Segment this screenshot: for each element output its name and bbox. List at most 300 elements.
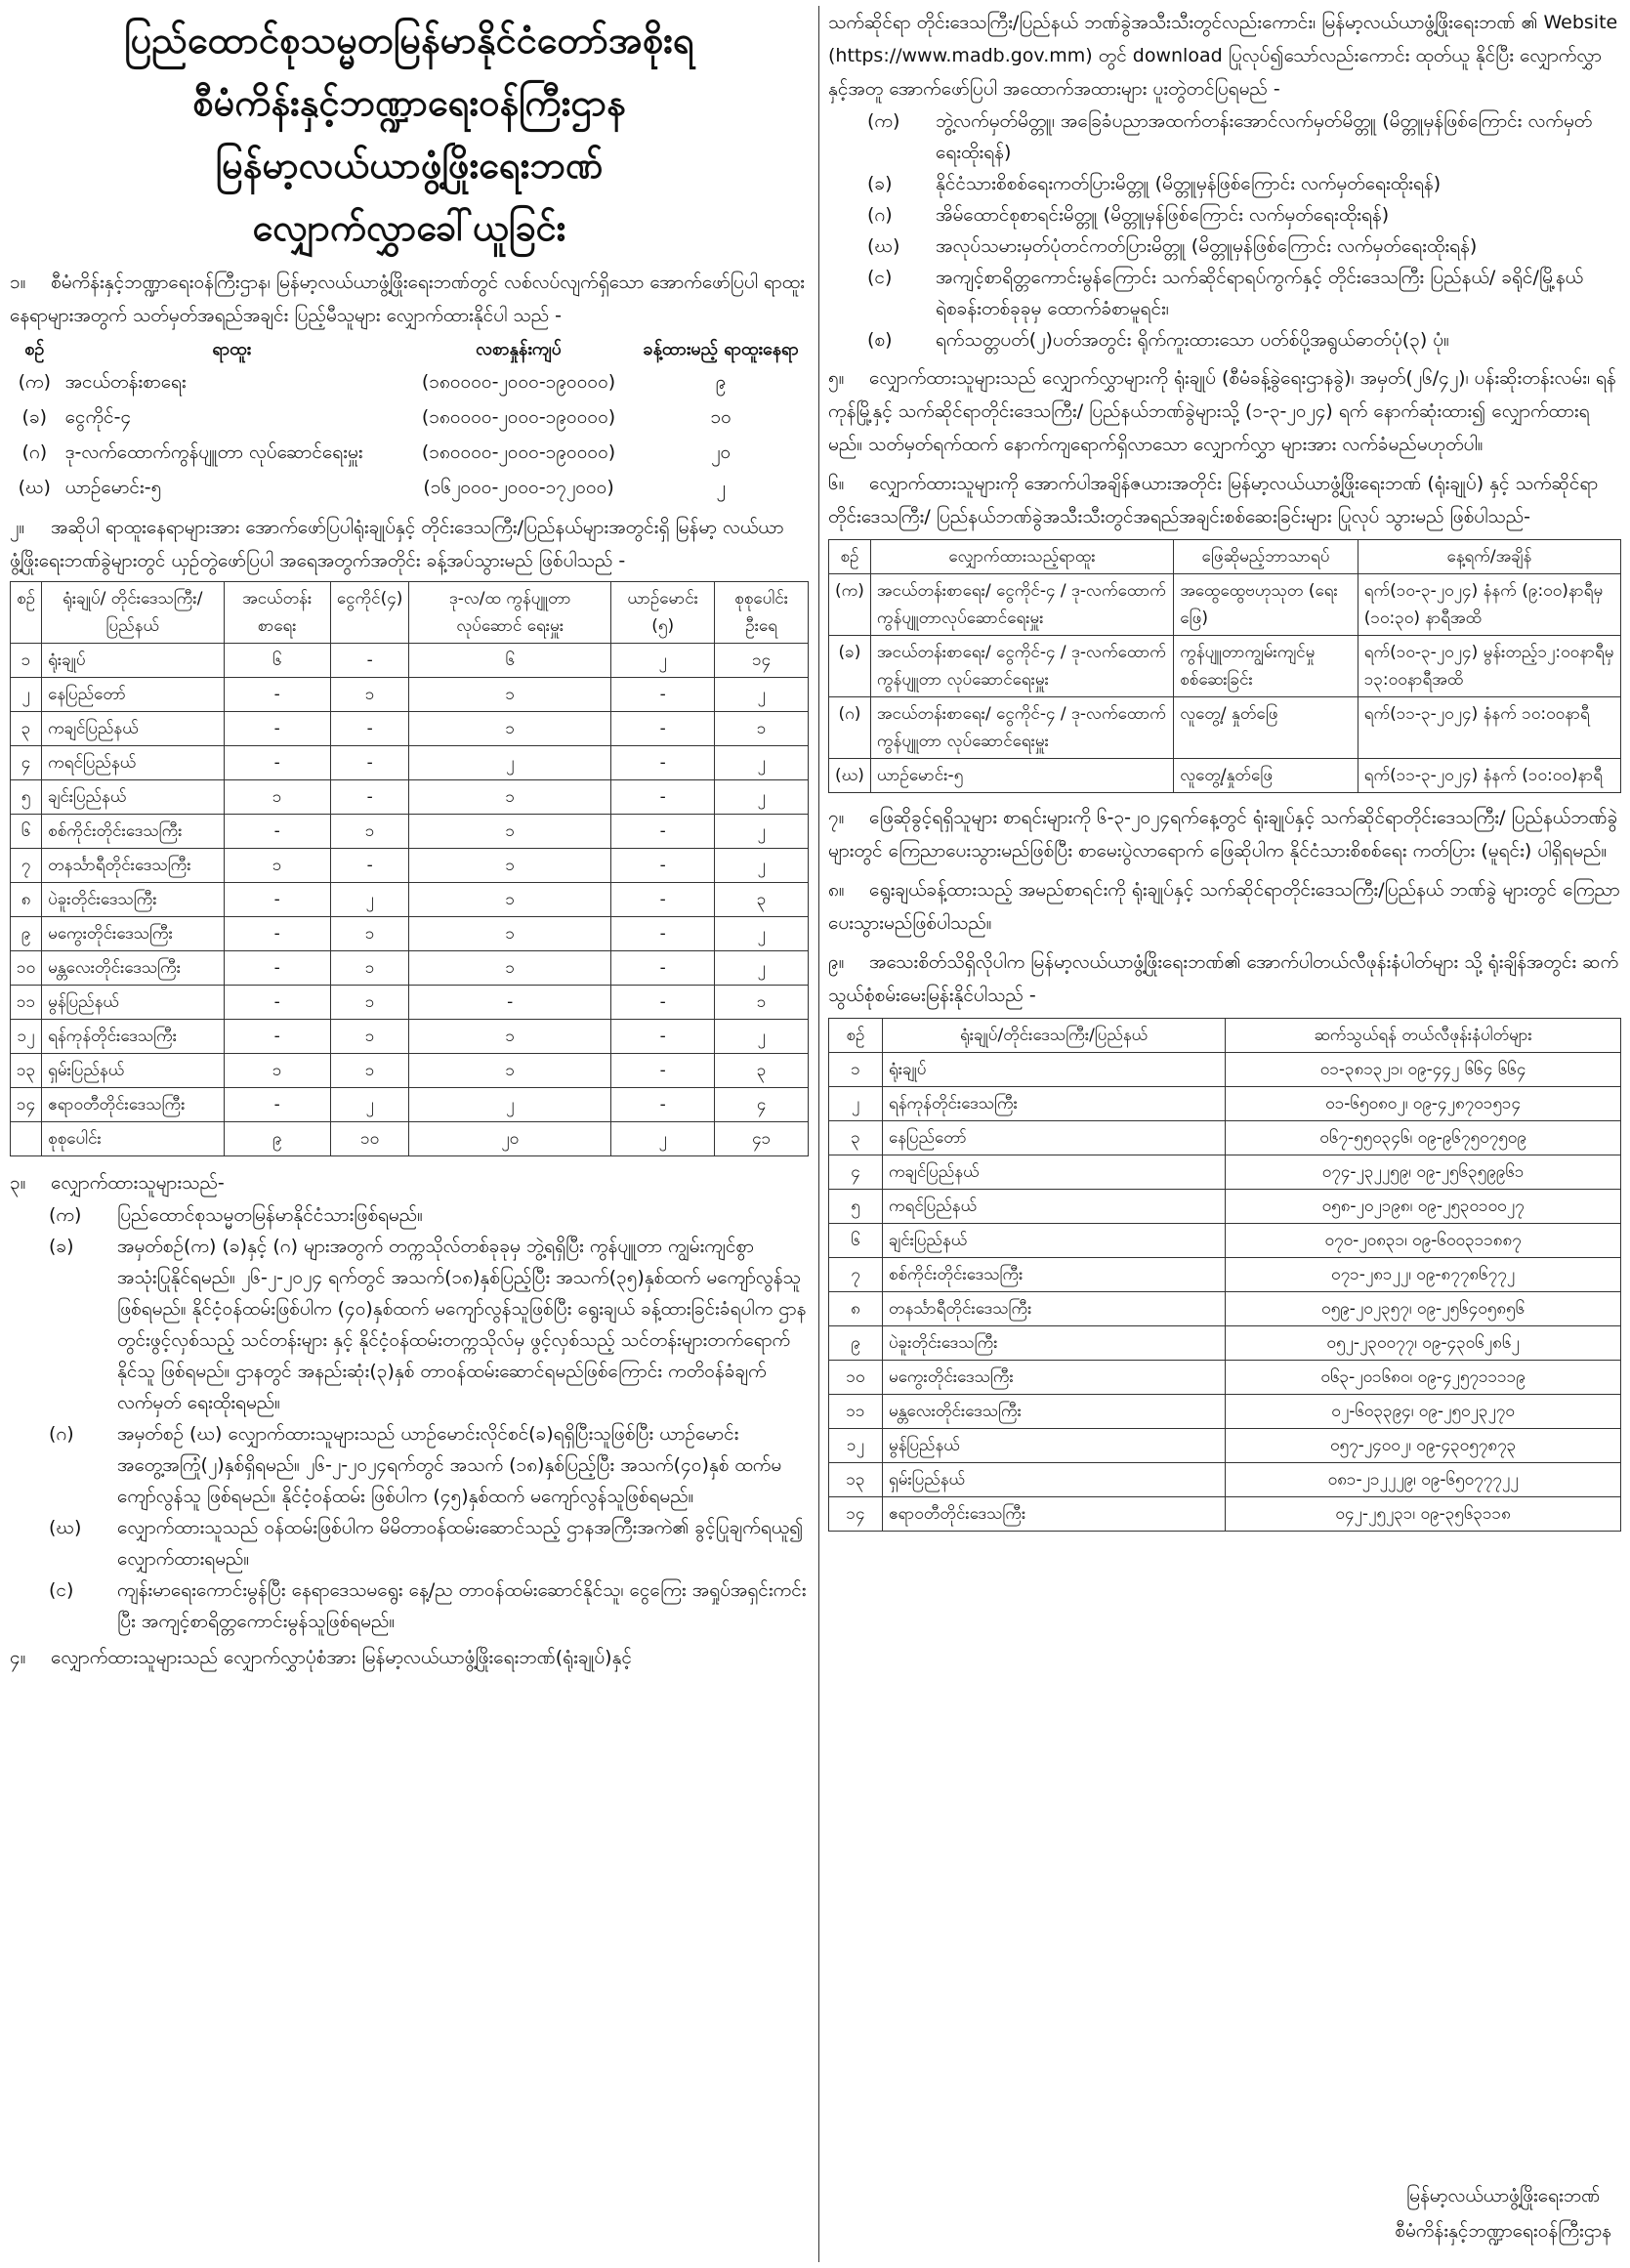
table-cell: ၁၀: [11, 951, 42, 986]
table-cell: (က): [18, 371, 52, 393]
contact-table: [828, 1018, 1621, 1532]
total-row: [11, 1122, 809, 1156]
table-cell: (ခ): [829, 636, 871, 697]
item-text: လျှောက်ထားသူသည် ဝန်ထမ်းဖြစ်ပါက မိမိတာဝန်ထမ်းဆောင်သည့် ဌာနအကြီးအကဲ၏ ခွင့်ပြုချက်ရယူ၍ လျှောက်ထားရမည်။: [117, 1517, 804, 1570]
column-divider: [818, 6, 819, 2262]
section-2-number: ၂။: [10, 517, 25, 538]
allocation-row: [11, 849, 809, 883]
table-cell: -: [611, 678, 715, 712]
section-3-intro: ၃။ လျှောက်ထားသူများသည်-: [10, 1166, 809, 1199]
contact-row: [829, 1224, 1621, 1258]
table-cell: -: [224, 951, 330, 986]
table-cell: မကွေးတိုင်းဒေသကြီး: [882, 1361, 1225, 1395]
table-cell: အထွေထွေဗဟုသုတ (ရေးဖြေ): [1174, 574, 1358, 636]
table-cell: (၁၈၀၀၀၀-၂၀၀၀-၁၉၀၀၀၀): [421, 441, 616, 463]
section-9-text: ၉။ အသေးစိတ်သိရှိလိုပါက မြန်မာ့လယ်ယာဖွံ့ဖြိုးရေးဘဏ်၏ အောက်ပါတယ်လီဖုန်းနံပါတ်များ သို့ ရုံးချိန်အတွင်း ဆက်သွယ်စုံစမ်းမေးမြန်းနိုင်ပါသည် -: [828, 945, 1621, 1012]
exam-row: [829, 636, 1621, 697]
table-cell: ၄: [11, 746, 42, 780]
table-cell: ၂: [715, 780, 809, 815]
table-cell: ၁: [409, 849, 611, 883]
table-cell: -: [611, 1088, 715, 1122]
table-cell: (၁၈၀၀၀၀-၂၀၀၀-၁၉၀၀၀၀): [421, 406, 616, 428]
table-cell: စစ်ကိုင်းတိုင်းဒေသကြီး: [882, 1258, 1225, 1292]
table-cell: ၂: [409, 1088, 611, 1122]
contact-row: [829, 1395, 1621, 1429]
table-cell: ၁: [330, 917, 409, 951]
requirement-item: [10, 1199, 809, 1231]
table-cell: ၂၀: [409, 1122, 611, 1156]
column-header: လျှောက်ထားသည့်ရာထူး: [870, 540, 1173, 574]
column-header: လစာနှုန်းကျပ်: [476, 339, 562, 359]
exam-row: [829, 759, 1621, 793]
table-cell: ယာဉ်မောင်း-၅: [870, 759, 1173, 793]
position-row: [10, 364, 809, 399]
signoff-line-1: မြန်မာ့လယ်ယာဖွံ့ဖြိုးရေးဘဏ်: [1405, 2185, 1601, 2206]
table-cell: ၂: [409, 746, 611, 780]
allocation-row: [11, 1020, 809, 1054]
contact-row: [829, 1497, 1621, 1532]
table-cell: မန္တလေးတိုင်းဒေသကြီး: [882, 1395, 1225, 1429]
item-text: ရက်သတ္တပတ်(၂)ပတ်အတွင်း ရိုက်ကူးထားသော ပတ်စ်ပို့အရွယ်ဓာတ်ပုံ(၃) ပုံ။: [936, 329, 1449, 351]
table-cell: ၁၄: [829, 1497, 883, 1532]
table-cell: ၁၀: [710, 406, 731, 428]
table-cell: ၁: [715, 712, 809, 746]
document-item: [828, 199, 1621, 231]
table-cell: ၁: [224, 780, 330, 815]
allocation-row: [11, 951, 809, 986]
table-cell: -: [611, 917, 715, 951]
table-cell: ၃: [715, 883, 809, 917]
table-cell: ၁၁: [11, 986, 42, 1020]
table-cell: -: [224, 1020, 330, 1054]
table-cell: ၂: [611, 644, 715, 678]
table-cell: ၀၂-၆၀၃၃၉၄၊ ၀၉-၂၅၀၂၃၂၇၀: [1226, 1395, 1621, 1429]
right-column: [828, 6, 1621, 2262]
item-text: ဘွဲ့လက်မှတ်မိတ္တူ၊ အခြေခံပညာအထက်တန်းအောင်လက်မှတ်မိတ္တူ (မိတ္တူမှန်ဖြစ်ကြောင်း လက်မှတ်ရေးထိုးရန်): [936, 110, 1593, 163]
table-cell: ၁: [409, 815, 611, 849]
contact-row: [829, 1326, 1621, 1361]
table-cell: ၂: [330, 883, 409, 917]
table-cell: ၀၅၉-၂၀၂၃၅၇၊ ၀၉-၂၅၆၄၀၅၈၅၆: [1226, 1292, 1621, 1326]
table-cell: -: [330, 712, 409, 746]
table-cell: -: [611, 712, 715, 746]
table-cell: ပဲခူးတိုင်းဒေသကြီး: [882, 1326, 1225, 1361]
table-cell: ချင်းပြည်နယ်: [882, 1224, 1225, 1258]
position-row: [10, 435, 809, 470]
table-cell: ကရင်ပြည်နယ်: [882, 1190, 1225, 1224]
header: [10, 12, 809, 266]
table-cell: -: [224, 746, 330, 780]
table-cell: ၂: [716, 477, 726, 498]
table-cell: ၂: [715, 1020, 809, 1054]
contact-row: [829, 1429, 1621, 1463]
column-header: ရုံးချုပ်/ တိုင်းဒေသကြီး/ ပြည်နယ်: [42, 582, 224, 644]
item-label: (က): [49, 1204, 82, 1226]
table-cell: ၅: [829, 1190, 883, 1224]
table-cell: ၀၁-၆၅၀၈၀၂၊ ၀၉-၄၂၈၇၀၁၅၁၄: [1226, 1087, 1621, 1121]
item-text: အကျင့်စာရိတ္တကောင်းမွန်ကြောင်း သက်ဆိုင်ရာရပ်ကွက်နှင့် တိုင်းဒေသကြီး ပြည်နယ်/ ခရိုင်/မြို့နယ် ရဲစခန်းတစ်ခုခုမှ ထောက်ခံစာမူရင်း၊: [936, 267, 1584, 319]
document-item: [828, 231, 1621, 262]
table-cell: ၂: [715, 746, 809, 780]
table-cell: -: [611, 1054, 715, 1088]
table-cell: ဧရာဝတီတိုင်းဒေသကြီး: [42, 1088, 224, 1122]
table-cell: အငယ်တန်းစာရေး: [64, 371, 187, 393]
section-1-text: ၁။ စီမံကိန်းနှင့်ဘဏ္ဍာရေးဝန်ကြီးဌာန၊ မြန်မာ့လယ်ယာဖွံ့ဖြိုးရေးဘဏ်တွင် လစ်လပ်လျက်ရှိသော အောက်ဖော်ပြပါ ရာထူးနေရာများအတွက် သတ်မှတ်အရည်အချင်း ပြည့်မီသူများ လျှောက်ထားနိုင်ပါ သည် -: [10, 266, 809, 332]
table-cell: ရုံးချုပ်: [882, 1053, 1225, 1087]
table-cell: ၀၄၂-၂၅၂၃၁၊ ၀၉-၃၅၆၃၁၁၈: [1226, 1497, 1621, 1532]
header-line-4: လျှောက်လွှာခေါ်ယူခြင်း: [252, 206, 566, 249]
table-cell: ၁: [330, 1020, 409, 1054]
table-cell: တနင်္သာရီတိုင်းဒေသကြီး: [882, 1292, 1225, 1326]
column-header: စဉ်: [829, 540, 871, 574]
table-cell: ဧရာဝတီတိုင်းဒေသကြီး: [882, 1497, 1225, 1532]
table-cell: ၁၄: [11, 1088, 42, 1122]
section-5-number: ၅။: [828, 367, 845, 389]
section-7-number: ၇။: [828, 807, 845, 828]
table-cell: ၀၁-၃၈၁၃၂၁၊ ၀၉-၄၄၂ ၆၆၄ ၆၆၄: [1226, 1053, 1621, 1087]
section-4-start: ၄။ လျှောက်ထားသူများသည် လျှောက်လွှာပုံစံအား မြန်မာ့လယ်ယာဖွံ့ဖြိုးရေးဘဏ်(ရုံးချုပ်)နှင့်: [10, 1641, 809, 1674]
table-cell: ရှမ်းပြည်နယ်: [42, 1054, 224, 1088]
table-cell: -: [330, 746, 409, 780]
table-cell: ၁: [330, 1054, 409, 1088]
table-cell: မွန်ပြည်နယ်: [882, 1429, 1225, 1463]
table-cell: ၈: [829, 1292, 883, 1326]
column-header: ခန့်ထားမည့် ရာထူးနေရာ: [643, 339, 799, 359]
column-header: စဉ်: [24, 339, 45, 359]
position-row: [10, 399, 809, 435]
allocation-row: [11, 712, 809, 746]
table-cell: ၁: [409, 1020, 611, 1054]
item-label: (ဂ): [49, 1423, 74, 1445]
table-cell: ၁: [330, 815, 409, 849]
allocation-row: [11, 1054, 809, 1088]
table-cell: ၀၅၇-၂၄၀၀၂၊ ၀၉-၄၃၀၅၇၈၇၃: [1226, 1429, 1621, 1463]
table-cell: ၀၇၁-၂၈၁၂၂၊ ၀၉-၈၇၇၈၆၇၇၂: [1226, 1258, 1621, 1292]
table-cell: ၆: [409, 644, 611, 678]
table-cell: -: [224, 883, 330, 917]
allocation-row: [11, 815, 809, 849]
table-cell: ၀၅၂-၂၃၀၀၇၇၊ ၀၉-၄၃၀၆၂၈၆၂: [1226, 1326, 1621, 1361]
section-4-items: [828, 105, 1621, 356]
table-cell: -: [330, 644, 409, 678]
table-cell: ရက်(၁၁-၃-၂၀၂၄) နံနက် (၁၀:၀၀)နာရီ: [1358, 759, 1620, 793]
table-cell: ၁: [409, 883, 611, 917]
item-label: (ခ): [49, 1236, 74, 1257]
table-cell: ၁: [11, 644, 42, 678]
section-8-text: ၈။ ရွေးချယ်ခန့်ထားသည့် အမည်စာရင်းကို ရုံးချုပ်နှင့် သက်ဆိုင်ရာတိုင်းဒေသကြီး/ပြည်နယ် ဘဏ်ခွဲ များတွင် ကြေညာပေးသွားမည်ဖြစ်ပါသည်။: [828, 873, 1621, 940]
table-cell: -: [611, 849, 715, 883]
table-cell: -: [409, 986, 611, 1020]
section-8-number: ၈။: [828, 879, 845, 901]
table-cell: ၀၇၄-၂၃၂၂၅၉၊ ၀၉-၂၅၆၃၅၉၉၆၁: [1226, 1155, 1621, 1190]
table-cell: ၄: [715, 1088, 809, 1122]
contact-row: [829, 1463, 1621, 1497]
column-header: ငွေကိုင်(၄): [330, 582, 409, 644]
table-cell: -: [611, 746, 715, 780]
left-column: [10, 6, 809, 2262]
exam-row: [829, 697, 1621, 759]
table-cell: ၁၂: [11, 1020, 42, 1054]
section-3-number: ၃။: [10, 1172, 26, 1194]
signoff-line-2: စီမံကိန်းနှင့်ဘဏ္ဍာရေးဝန်ကြီးဌာန: [1395, 2220, 1611, 2242]
table-cell: (၁၈၀၀၀၀-၂၀၀၀-၁၉၀၀၀၀): [421, 371, 616, 393]
item-label: (ခ): [867, 173, 893, 194]
table-cell: (ဃ): [18, 477, 51, 498]
contact-row: [829, 1258, 1621, 1292]
column-header: ရုံးချုပ်/တိုင်းဒေသကြီး/ပြည်နယ်: [882, 1019, 1225, 1053]
table-cell: ၂: [611, 1122, 715, 1156]
table-cell: -: [224, 815, 330, 849]
exam-schedule-table: [828, 539, 1621, 793]
table-cell: ၁၀: [330, 1122, 409, 1156]
table-cell: ကချင်ပြည်နယ်: [882, 1155, 1225, 1190]
table-cell: ၅: [11, 780, 42, 815]
table-cell: ၉: [715, 371, 727, 393]
table-cell: ၇: [11, 849, 42, 883]
item-text: အမှတ်စဉ် (ဃ) လျှောက်ထားသူများသည် ယာဉ်မောင်းလိုင်စင်(ခ)ရရှိပြီးသူဖြစ်ပြီး ယာဉ်မောင်း အတွေ့အကြုံ(၂)နှစ်ရှိရမည်။ ၂၆-၂-၂၀၂၄ရက်တွင် အသက် (၁၈)နှစ်ပြည့်ပြီး အသက်(၄၀)နှစ် ထက်မကျော်လွန်သူ ဖြစ်ရမည်။ နိုင်ငံ့ဝန်ထမ်း ဖြစ်ပါက (၄၅)နှစ်ထက် မကျော်လွန်သူဖြစ်ရမည်။: [117, 1423, 782, 1507]
table-cell: (ဃ): [829, 759, 871, 793]
table-cell: ၂: [829, 1087, 883, 1121]
requirement-item: [10, 1512, 809, 1575]
table-cell: ၂: [715, 815, 809, 849]
requirement-item: [10, 1575, 809, 1637]
table-cell: -: [611, 883, 715, 917]
signoff: [1395, 2178, 1611, 2248]
table-cell: ၁: [330, 986, 409, 1020]
table-cell: ကချင်ပြည်နယ်: [42, 712, 224, 746]
item-text: အိမ်ထောင်စုစာရင်းမိတ္တူ (မိတ္တူမှန်ဖြစ်ကြောင်း လက်မှတ်ရေးထိုးရန်): [936, 204, 1390, 226]
table-cell: (က): [829, 574, 871, 636]
table-cell: -: [611, 780, 715, 815]
column-header: နေ့ရက်/အချိန်: [1358, 540, 1620, 574]
table-cell: ၃: [829, 1121, 883, 1155]
table-cell: ၀၇၀-၂၀၈၃၁၊ ၀၉-၆၀၀၃၁၁၈၈၇: [1226, 1224, 1621, 1258]
table-cell: ၆: [11, 815, 42, 849]
allocation-row: [11, 678, 809, 712]
column-header: ဆက်သွယ်ရန် တယ်လီဖုန်းနံပါတ်များ: [1226, 1019, 1621, 1053]
contact-row: [829, 1292, 1621, 1326]
allocation-row: [11, 644, 809, 678]
table-cell: ၁: [330, 951, 409, 986]
allocation-row: [11, 883, 809, 917]
table-cell: ပဲခူးတိုင်းဒေသကြီး: [42, 883, 224, 917]
exam-row: [829, 574, 1621, 636]
allocation-row: [11, 780, 809, 815]
table-cell: နေပြည်တော်: [882, 1121, 1225, 1155]
table-cell: ၉: [224, 1122, 330, 1156]
table-cell: ၂: [715, 678, 809, 712]
table-cell: -: [224, 712, 330, 746]
table-cell: ငွေကိုင်-၄: [64, 406, 132, 428]
contact-row: [829, 1053, 1621, 1087]
table-cell: တနင်္သာရီတိုင်းဒေသကြီး: [42, 849, 224, 883]
table-cell: ၁: [409, 712, 611, 746]
item-text: ပြည်ထောင်စုသမ္မတမြန်မာနိုင်ငံသားဖြစ်ရမည်။: [117, 1204, 423, 1226]
table-cell: ၁: [715, 986, 809, 1020]
table-cell: ၁: [330, 678, 409, 712]
item-text: အမှတ်စဉ်(က) (ခ)နှင့် (ဂ) များအတွက် တက္ကသိုလ်တစ်ခုခုမှ ဘွဲ့ရရှိပြီး ကွန်ပျူတာ ကျွမ်းကျင်စွာ အသုံးပြုနိုင်ရမည်။ ၂၆-၂-၂၀၂၄ ရက်တွင် အသက်(၁၈)နှစ်ပြည့်ပြီး အသက်(၃၅)နှစ်ထက် မကျော်လွန်သူဖြစ်ရမည်။ နိုင်ငံ့ဝန်ထမ်းဖြစ်ပါက (၄၀)နှစ်ထက် မကျော်လွန်သူဖြစ်ပြီး ရွေးချယ် ခန့်ထားခြင်းခံရပါက ဌာနတွင်းဖွင့်လှစ်သည့် သင်တန်းများ နှင့် နိုင်ငံ့ဝန်ထမ်းတက္ကသိုလ်မှ ဖွင့်လှစ်သည့် သင်တန်းများတက်ရောက်နိုင်သူ ဖြစ်ရမည်။ ဌာနတွင် အနည်းဆုံး(၃)နှစ် တာဝန်ထမ်းဆောင်ရမည်ဖြစ်ကြောင်း ကတိဝန်ခံချက်လက်မှတ် ရေးထိုးရမည်။: [117, 1236, 807, 1413]
table-cell: ၁: [409, 951, 611, 986]
table-cell: ၂: [715, 951, 809, 986]
contact-row: [829, 1190, 1621, 1224]
contact-row: [829, 1121, 1621, 1155]
item-text: နိုင်ငံသားစိစစ်ရေးကတ်ပြားမိတ္တူ (မိတ္တူမှန်ဖြစ်ကြောင်း လက်မှတ်ရေးထိုးရန်): [936, 173, 1442, 194]
header-line-3: မြန်မာ့လယ်ယာဖွံ့ဖြိုးရေးဘဏ်: [215, 144, 604, 187]
table-cell: စုစုပေါင်း: [42, 1122, 224, 1156]
table-cell: ရုံးချုပ်: [42, 644, 224, 678]
item-text: ကျန်းမာရေးကောင်းမွန်ပြီး နေရာဒေသမရွေး နေ့/ည တာဝန်ထမ်းဆောင်နိုင်သူ၊ ငွေကြေး အရှုပ်အရှင်းကင်းပြီး အကျင့်စာရိတ္တကောင်းမွန်သူဖြစ်ရမည်။: [117, 1579, 807, 1632]
table-cell: အငယ်တန်းစာရေး/ ငွေကိုင်-၄ / ဒု-လက်ထောက် ကွန်ပျူတာလုပ်ဆောင်ရေးမှူး: [870, 574, 1173, 636]
item-label: (င): [867, 267, 893, 288]
section-4-number: ၄။: [10, 1647, 26, 1668]
table-cell: ၁၂: [829, 1429, 883, 1463]
table-cell: မကွေးတိုင်းဒေသကြီး: [42, 917, 224, 951]
table-cell: ၈: [11, 883, 42, 917]
table-cell: ကွန်ပျူတာကျွမ်းကျင်မှု စစ်ဆေးခြင်း: [1174, 636, 1358, 697]
positions-table: [10, 336, 809, 505]
table-cell: (ခ): [21, 406, 48, 428]
item-text: အလုပ်သမားမှတ်ပုံတင်ကတ်ပြားမိတ္တူ (မိတ္တူမှန်ဖြစ်ကြောင်း လက်မှတ်ရေးထိုးရန်): [936, 235, 1478, 257]
table-cell: ၄၁: [715, 1122, 809, 1156]
table-cell: ၁: [409, 1054, 611, 1088]
section-7-text: ၇။ ဖြေဆိုခွင့်ရရှိသူများ စာရင်းများကို ၆-၃-၂၀၂၄ရက်နေ့တွင် ရုံးချုပ်နှင့် သက်ဆိုင်ရာတိုင်းဒေသကြီး/ ပြည်နယ်ဘဏ်ခွဲများတွင် ကြေညာပေးသွားမည်ဖြစ်ပြီး စာမေးပွဲလာရောက် ဖြေဆိုပါက နိုင်ငံသားစိစစ်ရေး ကတ်ပြား (မူရင်း) ပါရှိရမည်။: [828, 801, 1621, 867]
column-header: စုစုပေါင်း ဦးရေ: [715, 582, 809, 644]
column-header: ဖြေဆိုမည့်ဘာသာရပ်: [1174, 540, 1358, 574]
table-cell: ၃: [11, 712, 42, 746]
table-cell: -: [224, 1088, 330, 1122]
table-cell: ၀၆၇-၅၅၀၃၄၆၊ ၀၉-၉၆၇၅၀၇၅၀၉: [1226, 1121, 1621, 1155]
section-4-continued: သက်ဆိုင်ရာ တိုင်းဒေသကြီး/ပြည်နယ် ဘဏ်ခွဲအသီးသီးတွင်လည်းကောင်း၊ မြန်မာ့လယ်ယာဖွံ့ဖြိုးရေးဘဏ် ၏ Website (https://www.madb.gov.mm) တွင် download ပြုလုပ်၍သော်လည်းကောင်း ထုတ်ယူ နိုင်ပြီး လျှောက်လွှာနှင့်အတူ အောက်ဖော်ပြပါ အထောက်အထားများ ပူးတွဲတင်ပြရမည် -: [828, 12, 1618, 100]
column-header: အငယ်တန်း စာရေး: [224, 582, 330, 644]
table-cell: ၁: [224, 1054, 330, 1088]
table-cell: ရန်ကုန်တိုင်းဒေသကြီး: [42, 1020, 224, 1054]
table-cell: (၁၆၂၀၀၀-၂၀၀၀-၁၇၂၀၀၀): [423, 477, 614, 498]
table-cell: ၂: [715, 917, 809, 951]
table-cell: ၉: [11, 917, 42, 951]
table-cell: မွန်ပြည်နယ်: [42, 986, 224, 1020]
allocation-table: [10, 581, 809, 1156]
table-cell: ၉: [829, 1326, 883, 1361]
section-2-text: ၂။ အဆိုပါ ရာထူးနေရာများအား အောက်ဖော်ပြပါရုံးချုပ်နှင့် တိုင်းဒေသကြီး/ပြည်နယ်များအတွင်းရှိ မြန်မာ့ လယ်ယာဖွံ့ဖြိုးရေးဘဏ်ခွဲများတွင် ယှဉ်တွဲဖော်ပြပါ အရေအတွက်အတိုင်း ခန့်အပ်သွားမည် ဖြစ်ပါသည် -: [10, 511, 809, 577]
position-row: [10, 470, 809, 505]
table-cell: ချင်းပြည်နယ်: [42, 780, 224, 815]
item-label: (င): [49, 1579, 74, 1601]
allocation-row: [11, 746, 809, 780]
table-cell: ၀၆၃-၂၀၁၆၈၀၊ ၀၉-၄၂၅၇၁၁၁၁၉: [1226, 1361, 1621, 1395]
table-cell: ၁: [829, 1053, 883, 1087]
column-header: ဒု-လ/ထ ကွန်ပျူတာ လုပ်ဆောင် ရေးမှူး: [409, 582, 611, 644]
table-cell: လူတွေ့/နှုတ်ဖြေ: [1174, 759, 1358, 793]
document-item: [828, 105, 1621, 168]
table-cell: ၁၄: [715, 644, 809, 678]
column-header: ယာဉ်မောင်း (၅): [611, 582, 715, 644]
table-cell: ၁: [409, 678, 611, 712]
section-5-text: ၅။ လျှောက်ထားသူများသည် လျှောက်လွှာများကို ရုံးချုပ် (စီမံခန့်ခွဲရေးဌာနခွဲ)၊ အမှတ်(၂၆/၄၂)၊ ပန်းဆိုးတန်းလမ်း၊ ရန်ကုန်မြို့နှင့် သက်ဆိုင်ရာတိုင်းဒေသကြီး/ ပြည်နယ်ဘဏ်ခွဲများသို့ (၁-၃-၂၀၂၄) ရက် နောက်ဆုံးထား၍ လျှောက်ထားရမည်။ သတ်မှတ်ရက်ထက် နောက်ကျရောက်ရှိလာသော လျှောက်လွှာ များအား လက်ခံမည်မဟုတ်ပါ။: [828, 361, 1621, 461]
header-line-2: စီမံကိန်းနှင့်ဘဏ္ဍာရေးဝန်ကြီးဌာန: [192, 81, 626, 124]
document-item: [828, 324, 1621, 356]
item-label: (စ): [867, 329, 893, 351]
table-cell: (ဂ): [21, 441, 48, 463]
table-cell: ၆: [829, 1224, 883, 1258]
table-cell: ရက်(၁၀-၃-၂၀၂၄) နံနက် (၉:၀၀)နာရီမှ (၁၀:၃၀) နာရီအထိ: [1358, 574, 1620, 636]
section-6-number: ၆။: [828, 473, 845, 494]
table-cell: ၀၅၈-၂၀၂၁၉၈၊ ၀၉-၂၅၃၀၁၀၀၂၇: [1226, 1190, 1621, 1224]
table-cell: ၃: [715, 1054, 809, 1088]
table-cell: ၁၀: [829, 1361, 883, 1395]
contact-row: [829, 1361, 1621, 1395]
table-cell: ၁၃: [11, 1054, 42, 1088]
table-cell: ၂: [11, 678, 42, 712]
section-6-text: ၆။ လျှောက်ထားသူများကို အောက်ပါအချိန်ဇယားအတိုင်း မြန်မာ့လယ်ယာဖွံ့ဖြိုးရေးဘဏ် (ရုံးချုပ်) နှင့် သက်ဆိုင်ရာတိုင်းဒေသကြီး/ ပြည်နယ်ဘဏ်ခွဲအသီးသီးတွင်အရည်အချင်းစစ်ဆေးခြင်းများ ပြုလုပ် သွားမည် ဖြစ်ပါသည်-: [828, 467, 1621, 533]
table-cell: -: [330, 849, 409, 883]
table-cell: စစ်ကိုင်းတိုင်းဒေသကြီး: [42, 815, 224, 849]
table-cell: နေပြည်တော်: [42, 678, 224, 712]
table-cell: -: [611, 1020, 715, 1054]
table-cell: [11, 1122, 42, 1156]
table-cell: ၂: [330, 1088, 409, 1122]
requirement-item: [10, 1231, 809, 1418]
table-cell: လူတွေ့/ နှုတ်ဖြေ: [1174, 697, 1358, 759]
table-cell: ရက်(၁၀-၃-၂၀၂၄) မွန်းတည့်၁၂:၀၀နာရီမှ ၁၃:၀၀နာရီအထိ: [1358, 636, 1620, 697]
table-cell: ကရင်ပြည်နယ်: [42, 746, 224, 780]
table-cell: -: [611, 815, 715, 849]
header-line-1: ပြည်ထောင်စုသမ္မတမြန်မာနိုင်ငံတော်အစိုးရ: [124, 19, 694, 62]
table-cell: ရှမ်းပြည်နယ်: [882, 1463, 1225, 1497]
table-cell: -: [611, 986, 715, 1020]
table-cell: ၁၁: [829, 1395, 883, 1429]
item-label: (က): [867, 110, 900, 132]
table-cell: ၁: [224, 849, 330, 883]
item-label: (ဂ): [867, 204, 893, 226]
section-9-number: ၉။: [828, 951, 845, 973]
document-item: [828, 262, 1621, 324]
contact-row: [829, 1087, 1621, 1121]
table-cell: ဒု-လက်ထောက်ကွန်ပျူတာ လုပ်ဆောင်ရေးမှူး: [64, 441, 363, 463]
table-cell: -: [224, 986, 330, 1020]
table-cell: ၀၈၁-၂၁၂၂၂၉၊ ၀၉-၆၅၀၇၇၇၂၂: [1226, 1463, 1621, 1497]
table-cell: ၁၃: [829, 1463, 883, 1497]
section-1-number: ၁။: [10, 272, 26, 293]
allocation-row: [11, 1088, 809, 1122]
requirement-item: [10, 1418, 809, 1512]
table-cell: ၇: [829, 1258, 883, 1292]
table-cell: ယာဉ်မောင်း-၅: [64, 477, 162, 498]
table-cell: -: [224, 917, 330, 951]
item-label: (ဃ): [867, 235, 900, 257]
table-cell: ၂၀: [711, 441, 731, 463]
item-label: (ဃ): [49, 1517, 82, 1538]
column-header: စဉ်: [829, 1019, 883, 1053]
table-cell: ၁: [409, 917, 611, 951]
document-item: [828, 168, 1621, 199]
table-cell: -: [330, 780, 409, 815]
table-cell: ၁: [409, 780, 611, 815]
table-cell: -: [224, 678, 330, 712]
table-cell: ၆: [224, 644, 330, 678]
table-cell: အငယ်တန်းစာရေး/ ငွေကိုင်-၄ / ဒု-လက်ထောက် ကွန်ပျူတာ လုပ်ဆောင်ရေးမှူး: [870, 636, 1173, 697]
table-cell: မန္တလေးတိုင်းဒေသကြီး: [42, 951, 224, 986]
table-cell: ၄: [829, 1155, 883, 1190]
allocation-row: [11, 917, 809, 951]
table-cell: ၂: [715, 849, 809, 883]
column-header: ရာထူး: [212, 339, 252, 359]
table-cell: (ဂ): [829, 697, 871, 759]
table-cell: ရန်ကုန်တိုင်းဒေသကြီး: [882, 1087, 1225, 1121]
table-cell: -: [611, 951, 715, 986]
section-3-items: [10, 1199, 809, 1637]
contact-row: [829, 1155, 1621, 1190]
table-cell: အငယ်တန်းစာရေး/ ငွေကိုင်-၄ / ဒု-လက်ထောက် ကွန်ပျူတာ လုပ်ဆောင်ရေးမှူး: [870, 697, 1173, 759]
